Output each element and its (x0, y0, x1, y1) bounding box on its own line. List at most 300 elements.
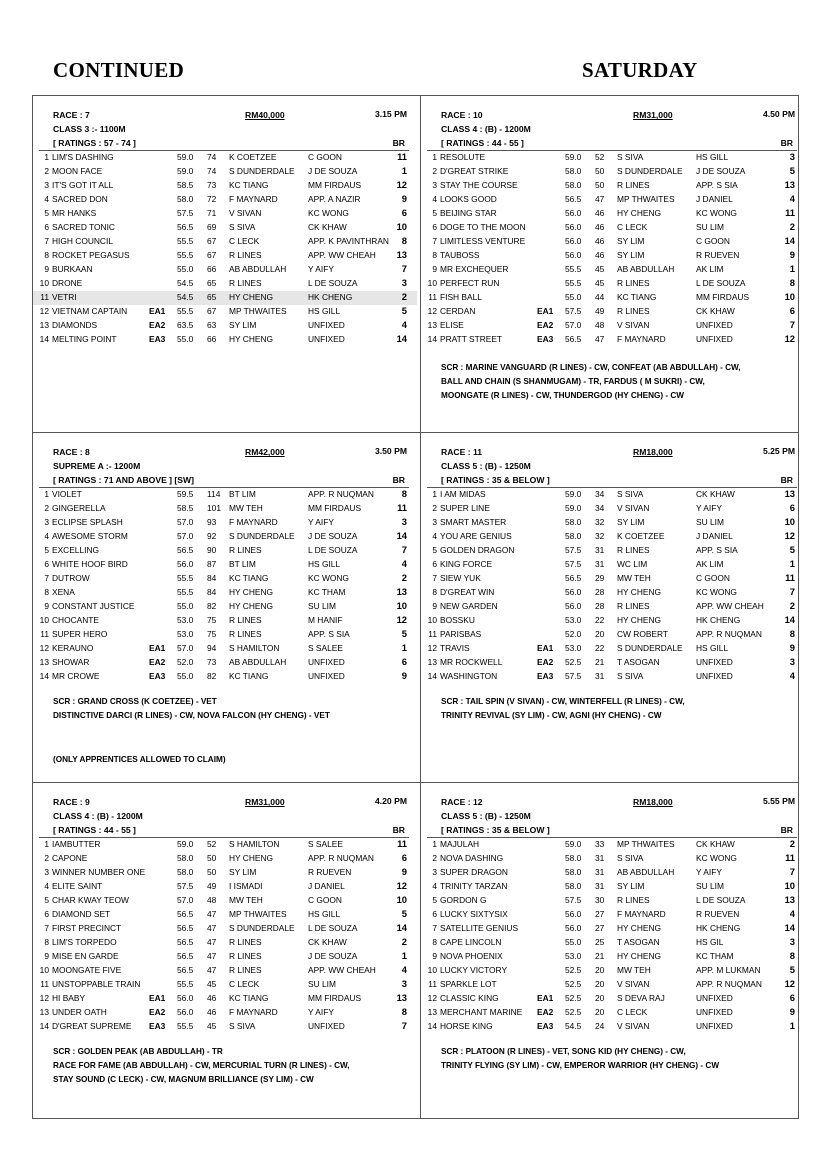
barrier-draw: 9 (789, 642, 795, 653)
barrier-draw: 13 (784, 894, 795, 905)
trainer-name: CK KHAW (308, 222, 347, 232)
trainer-name: KC THAM (696, 951, 734, 961)
handicap-weight: 59.0 (565, 489, 582, 499)
race-number: RACE : 7 (53, 110, 90, 120)
handicap-weight: 57.5 (565, 671, 582, 681)
trainer-name: Y AIFY (696, 867, 722, 877)
horse-rating: 34 (595, 503, 605, 513)
barrier-draw: 1 (789, 1020, 795, 1031)
emergency-acceptor: EA3 (537, 334, 554, 344)
horse-rating: 84 (207, 587, 217, 597)
barrier-draw: 1 (789, 558, 795, 569)
horse-name: MOON FACE (52, 166, 103, 176)
barrier-draw: 8 (789, 950, 795, 961)
trainer-name: UNFIXED (696, 1007, 733, 1017)
runner-row (33, 852, 417, 866)
horse-name: CONSTANT JUSTICE (52, 601, 135, 611)
horse-name: CHAR KWAY TEOW (52, 895, 129, 905)
barrier-draw: 7 (401, 1020, 407, 1031)
horse-name: TAUBOSS (440, 250, 480, 260)
horse-name: MR CROWE (52, 671, 100, 681)
scratchings (441, 695, 791, 723)
race-header (33, 783, 417, 835)
runner-row (33, 530, 417, 544)
horse-rating: 20 (595, 979, 605, 989)
handicap-weight: 56.5 (565, 573, 582, 583)
trainer-name: APP. WW CHEAH (308, 250, 376, 260)
jockey-name: R LINES (229, 937, 262, 947)
barrier-draw: 1 (401, 165, 407, 176)
trainer-name: R RUEVEN (308, 867, 352, 877)
runner-row (33, 221, 417, 235)
trainer-name: KC WONG (696, 853, 737, 863)
jockey-name: R LINES (229, 250, 262, 260)
jockey-name: R LINES (617, 306, 650, 316)
barrier-draw: 12 (784, 530, 795, 541)
jockey-name: R LINES (229, 951, 262, 961)
race-time: 4.50 PM (762, 109, 795, 119)
runner-row (33, 277, 417, 291)
horse-name: DRONE (52, 278, 83, 288)
trainer-name: UNFIXED (308, 671, 345, 681)
horse-name: CLASSIC KING (440, 993, 499, 1003)
runner-number: 5 (44, 545, 49, 555)
horse-rating: 22 (595, 615, 605, 625)
horse-name: IAMBUTTER (52, 839, 101, 849)
handicap-weight: 56.0 (565, 909, 582, 919)
race-card (33, 783, 417, 1119)
trainer-name: APP. M LUKMAN (696, 965, 761, 975)
runner-row (421, 530, 805, 544)
barrier-draw: 9 (789, 1006, 795, 1017)
trainer-name: Y AIFY (308, 264, 334, 274)
horse-rating: 45 (595, 278, 605, 288)
jockey-name: S SIVA (617, 853, 644, 863)
horse-name: DIAMONDS (52, 320, 98, 330)
horse-rating: 28 (595, 587, 605, 597)
runner-row (33, 838, 417, 852)
runner-row (33, 151, 417, 165)
runner-row (421, 628, 805, 642)
barrier-draw: 4 (401, 964, 407, 975)
runner-number: 5 (432, 208, 437, 218)
runner-number: 8 (44, 250, 49, 260)
horse-rating: 47 (207, 937, 217, 947)
runner-row (421, 179, 805, 193)
race-time: 5.55 PM (762, 796, 795, 806)
jockey-name: MW TEH (229, 895, 263, 905)
trainer-name: Y AIFY (308, 1007, 334, 1017)
horse-rating: 65 (207, 292, 217, 302)
race-card (421, 433, 805, 769)
horse-name: ROCKET PEGASUS (52, 250, 130, 260)
barrier-draw: 6 (789, 305, 795, 316)
handicap-weight: 52.0 (565, 629, 582, 639)
trainer-name: APP. K PAVINTHRAN (308, 236, 389, 246)
horse-name: FISH BALL (440, 292, 482, 302)
horse-rating: 49 (595, 306, 605, 316)
runner-number: 10 (39, 615, 49, 625)
trainer-name: UNFIXED (696, 993, 733, 1003)
barrier-draw: 7 (401, 544, 407, 555)
horse-rating: 30 (595, 895, 605, 905)
race-header (421, 783, 805, 835)
runner-row (33, 950, 417, 964)
barrier-draw: 3 (789, 936, 795, 947)
jockey-name: S DUNDERDALE (229, 923, 295, 933)
runner-number: 14 (427, 334, 437, 344)
trainer-name: J DE SOUZA (308, 166, 358, 176)
runner-row (421, 922, 805, 936)
barrier-draw: 8 (401, 1006, 407, 1017)
runner-number: 3 (432, 517, 437, 527)
handicap-weight: 56.0 (565, 208, 582, 218)
runner-row (421, 1020, 805, 1034)
horse-rating: 69 (207, 222, 217, 232)
horse-rating: 47 (207, 909, 217, 919)
trainer-name: HK CHENG (308, 292, 353, 302)
runner-row (33, 908, 417, 922)
jockey-name: S HAMILTON (229, 839, 280, 849)
jockey-name: KC TIANG (229, 180, 269, 190)
handicap-weight: 57.0 (177, 531, 194, 541)
runner-number: 4 (432, 194, 437, 204)
barrier-header: BR (392, 475, 405, 485)
runner-number: 9 (432, 264, 437, 274)
handicap-weight: 57.5 (177, 208, 194, 218)
runner-row (421, 572, 805, 586)
runner-number: 8 (432, 937, 437, 947)
horse-rating: 48 (207, 895, 217, 905)
horse-rating: 48 (595, 320, 605, 330)
runner-row (421, 305, 805, 319)
runner-number: 5 (432, 545, 437, 555)
jockey-name: R LINES (229, 278, 262, 288)
jockey-name: HY CHENG (617, 587, 662, 597)
runner-number: 13 (39, 320, 49, 330)
jockey-name: SY LIM (617, 250, 645, 260)
trainer-name: UNFIXED (696, 671, 733, 681)
jockey-name: S SIVA (229, 1021, 256, 1031)
runner-row (421, 950, 805, 964)
trainer-name: APP. A NAZIR (308, 194, 361, 204)
scratching-line: SCR : PLATOON (R LINES) - VET, SONG KID (HY CHENG) - CW, (441, 1047, 686, 1056)
runner-number: 10 (427, 965, 437, 975)
horse-rating: 63 (207, 320, 217, 330)
scratchings (441, 361, 791, 403)
scratching-line: RACE FOR FAME (AB ABDULLAH) - CW, MERCURIAL TURN (R LINES) - CW, (53, 1061, 350, 1070)
barrier-draw: 2 (789, 838, 795, 849)
horse-rating: 50 (207, 867, 217, 877)
trainer-name: MM FIRDAUS (308, 503, 362, 513)
runner-number: 14 (39, 334, 49, 344)
jockey-name: SY LIM (617, 881, 645, 891)
horse-rating: 25 (595, 937, 605, 947)
runner-row (33, 516, 417, 530)
horse-rating: 50 (595, 180, 605, 190)
horse-rating: 90 (207, 545, 217, 555)
handicap-weight: 53.0 (565, 615, 582, 625)
emergency-acceptor: EA1 (537, 643, 554, 653)
horse-name: EXCELLING (52, 545, 100, 555)
jockey-name: T ASOGAN (617, 657, 660, 667)
horse-rating: 84 (207, 573, 217, 583)
trainer-name: C GOON (696, 573, 730, 583)
trainer-name: KC WONG (696, 587, 737, 597)
handicap-weight: 53.0 (177, 629, 194, 639)
jockey-name: V SIVAN (229, 208, 262, 218)
trainer-name: HS GIL (696, 937, 724, 947)
horse-name: SMART MASTER (440, 517, 507, 527)
horse-rating: 46 (207, 993, 217, 1003)
horse-rating: 32 (595, 517, 605, 527)
jockey-name: F MAYNARD (617, 909, 666, 919)
handicap-weight: 52.0 (177, 657, 194, 667)
horse-name: IT'S GOT IT ALL (52, 180, 114, 190)
runner-number: 10 (39, 965, 49, 975)
race-header (421, 96, 805, 148)
handicap-weight: 58.0 (565, 166, 582, 176)
runner-number: 12 (39, 643, 49, 653)
horse-rating: 47 (207, 965, 217, 975)
runner-number: 8 (44, 937, 49, 947)
runner-row (421, 151, 805, 165)
horse-name: MR HANKS (52, 208, 97, 218)
barrier-draw: 5 (789, 964, 795, 975)
jockey-name: KC TIANG (229, 573, 269, 583)
emergency-acceptor: EA2 (537, 320, 554, 330)
jockey-name: S DUNDERDALE (229, 166, 295, 176)
trainer-name: L DE SOUZA (308, 923, 358, 933)
runner-number: 14 (427, 1021, 437, 1031)
horse-rating: 46 (207, 1007, 217, 1017)
handicap-weight: 56.0 (565, 222, 582, 232)
runner-row (33, 558, 417, 572)
runner-number: 9 (432, 951, 437, 961)
horse-name: GINGERELLA (52, 503, 106, 513)
trainer-name: HS GILL (308, 306, 341, 316)
trainer-name: UNFIXED (696, 334, 733, 344)
handicap-weight: 55.5 (177, 979, 194, 989)
jockey-name: V SIVAN (617, 320, 650, 330)
horse-name: STAY THE COURSE (440, 180, 518, 190)
trainer-name: UNFIXED (696, 320, 733, 330)
runner-row (33, 922, 417, 936)
trainer-name: HK CHENG (696, 923, 741, 933)
runner-row (33, 614, 417, 628)
runner-number: 6 (44, 559, 49, 569)
trainer-name: UNFIXED (308, 334, 345, 344)
horse-name: SACRED DON (52, 194, 108, 204)
runner-number: 8 (432, 587, 437, 597)
race-card (33, 433, 417, 769)
runner-number: 3 (44, 180, 49, 190)
runner-number: 1 (432, 152, 437, 162)
handicap-weight: 57.0 (177, 895, 194, 905)
barrier-draw: 6 (401, 207, 407, 218)
trainer-name: KC WONG (308, 208, 349, 218)
jockey-name: KC TIANG (617, 292, 657, 302)
runner-row (33, 319, 417, 333)
race-time: 3.15 PM (374, 109, 407, 119)
trainer-name: APP. S SIA (696, 180, 738, 190)
runner-number: 9 (44, 601, 49, 611)
horse-name: ELISE (440, 320, 464, 330)
jockey-name: R LINES (229, 545, 262, 555)
handicap-weight: 63.5 (177, 320, 194, 330)
barrier-draw: 11 (785, 572, 795, 583)
handicap-weight: 55.0 (565, 292, 582, 302)
trainer-name: M HANIF (308, 615, 343, 625)
barrier-draw: 11 (397, 838, 407, 849)
race-number: RACE : 9 (53, 797, 90, 807)
race-time: 5.25 PM (762, 446, 795, 456)
jockey-name: HY CHENG (229, 587, 274, 597)
runner-row (33, 305, 417, 319)
jockey-name: SY LIM (229, 320, 257, 330)
horse-name: GOLDEN DRAGON (440, 545, 515, 555)
horse-name: GORDON G (440, 895, 487, 905)
trainer-name: HS GILL (696, 152, 729, 162)
jockey-name: WC LIM (617, 559, 648, 569)
horse-name: SUPER DRAGON (440, 867, 508, 877)
jockey-name: R LINES (617, 180, 650, 190)
jockey-name: K COETZEE (617, 531, 665, 541)
barrier-draw: 3 (789, 151, 795, 162)
barrier-draw: 6 (789, 992, 795, 1003)
horse-name: LIM'S TORPEDO (52, 937, 117, 947)
barrier-draw: 2 (401, 936, 407, 947)
barrier-draw: 12 (784, 333, 795, 344)
barrier-draw: 4 (401, 319, 407, 330)
horse-rating: 49 (207, 881, 217, 891)
barrier-header: BR (780, 825, 793, 835)
horse-rating: 67 (207, 306, 217, 316)
handicap-weight: 59.0 (177, 152, 194, 162)
horse-name: BEIJING STAR (440, 208, 497, 218)
horse-rating: 75 (207, 629, 217, 639)
handicap-weight: 58.0 (177, 194, 194, 204)
runner-row (33, 600, 417, 614)
race-ratings: [ RATINGS : 44 - 55 ] (441, 138, 524, 148)
runner-row (421, 207, 805, 221)
trainer-name: C GOON (308, 895, 342, 905)
trainer-name: J DANIEL (308, 881, 345, 891)
handicap-weight: 55.5 (177, 573, 194, 583)
trainer-name: L DE SOUZA (696, 278, 746, 288)
runner-row (33, 193, 417, 207)
emergency-acceptor: EA3 (149, 1021, 166, 1031)
barrier-draw: 2 (789, 600, 795, 611)
handicap-weight: 59.0 (565, 839, 582, 849)
handicap-weight: 58.0 (565, 517, 582, 527)
trainer-name: J DE SOUZA (308, 951, 358, 961)
runner-row (421, 642, 805, 656)
runner-number: 6 (44, 222, 49, 232)
handicap-weight: 54.5 (565, 1021, 582, 1031)
horse-name: CAPONE (52, 853, 88, 863)
jockey-name: C LECK (617, 222, 648, 232)
jockey-name: AB ABDULLAH (229, 657, 287, 667)
runner-number: 1 (44, 839, 49, 849)
trainer-name: S SALEE (308, 839, 343, 849)
horse-name: MAJULAH (440, 839, 480, 849)
runner-number: 7 (44, 236, 49, 246)
jockey-name: HY CHENG (617, 615, 662, 625)
race-prize: RM18,000 (633, 447, 673, 457)
runner-row (33, 544, 417, 558)
horse-name: NOVA PHOENIX (440, 951, 503, 961)
barrier-draw: 7 (401, 263, 407, 274)
horse-name: FIRST PRECINCT (52, 923, 122, 933)
trainer-name: J DE SOUZA (696, 166, 746, 176)
horse-name: MR EXCHEQUER (440, 264, 509, 274)
horse-name: ELITE SAINT (52, 881, 103, 891)
emergency-acceptor: EA2 (149, 1007, 166, 1017)
race-ratings: [ RATINGS : 35 & BELOW ] (441, 825, 550, 835)
runner-number: 11 (40, 292, 49, 302)
runner-number: 11 (40, 629, 49, 639)
runner-row (33, 586, 417, 600)
header-continued: CONTINUED (53, 58, 185, 82)
trainer-name: UNFIXED (696, 657, 733, 667)
horse-name: LIMITLESS VENTURE (440, 236, 526, 246)
runner-row (421, 333, 805, 347)
runner-row (421, 263, 805, 277)
barrier-draw: 4 (789, 908, 795, 919)
horse-rating: 31 (595, 671, 605, 681)
race-prize: RM31,000 (245, 797, 285, 807)
emergency-acceptor: EA2 (537, 657, 554, 667)
horse-rating: 24 (595, 1021, 605, 1031)
handicap-weight: 55.5 (177, 1021, 194, 1031)
horse-rating: 27 (595, 923, 605, 933)
horse-rating: 66 (207, 334, 217, 344)
jockey-name: F MAYNARD (229, 1007, 278, 1017)
runner-row (421, 277, 805, 291)
barrier-draw: 7 (789, 319, 795, 330)
race-ratings: [ RATINGS : 71 AND ABOVE ] [SW] (53, 475, 194, 485)
horse-rating: 46 (595, 250, 605, 260)
runner-row (421, 488, 805, 502)
jockey-name: HY CHENG (229, 601, 274, 611)
horse-name: MOONGATE FIVE (52, 965, 122, 975)
handicap-weight: 53.0 (565, 643, 582, 653)
trainer-name: APP. R NUQMAN (308, 489, 374, 499)
trainer-name: HS GILL (308, 559, 341, 569)
horse-name: TRINITY TARZAN (440, 881, 508, 891)
horse-name: NOVA DASHING (440, 853, 504, 863)
horse-name: D'GREAT WIN (440, 587, 495, 597)
emergency-acceptor: EA3 (537, 1021, 554, 1031)
runner-row (33, 1006, 417, 1020)
handicap-weight: 56.0 (565, 236, 582, 246)
jockey-name: MP THWAITES (617, 194, 675, 204)
horse-name: PARISBAS (440, 629, 482, 639)
runner-number: 6 (432, 909, 437, 919)
scratching-line: DISTINCTIVE DARCI (R LINES) - CW, NOVA FALCON (HY CHENG) - VET (53, 711, 330, 720)
horse-name: TRAVIS (440, 643, 470, 653)
race-number: RACE : 8 (53, 447, 90, 457)
trainer-name: J DE SOUZA (308, 531, 358, 541)
runner-row (421, 193, 805, 207)
horse-rating: 94 (207, 643, 217, 653)
barrier-draw: 4 (401, 558, 407, 569)
trainer-name: MM FIRDAUS (308, 993, 362, 1003)
runner-row (33, 964, 417, 978)
horse-name: I AM MIDAS (440, 489, 486, 499)
horse-name: CERDAN (440, 306, 476, 316)
